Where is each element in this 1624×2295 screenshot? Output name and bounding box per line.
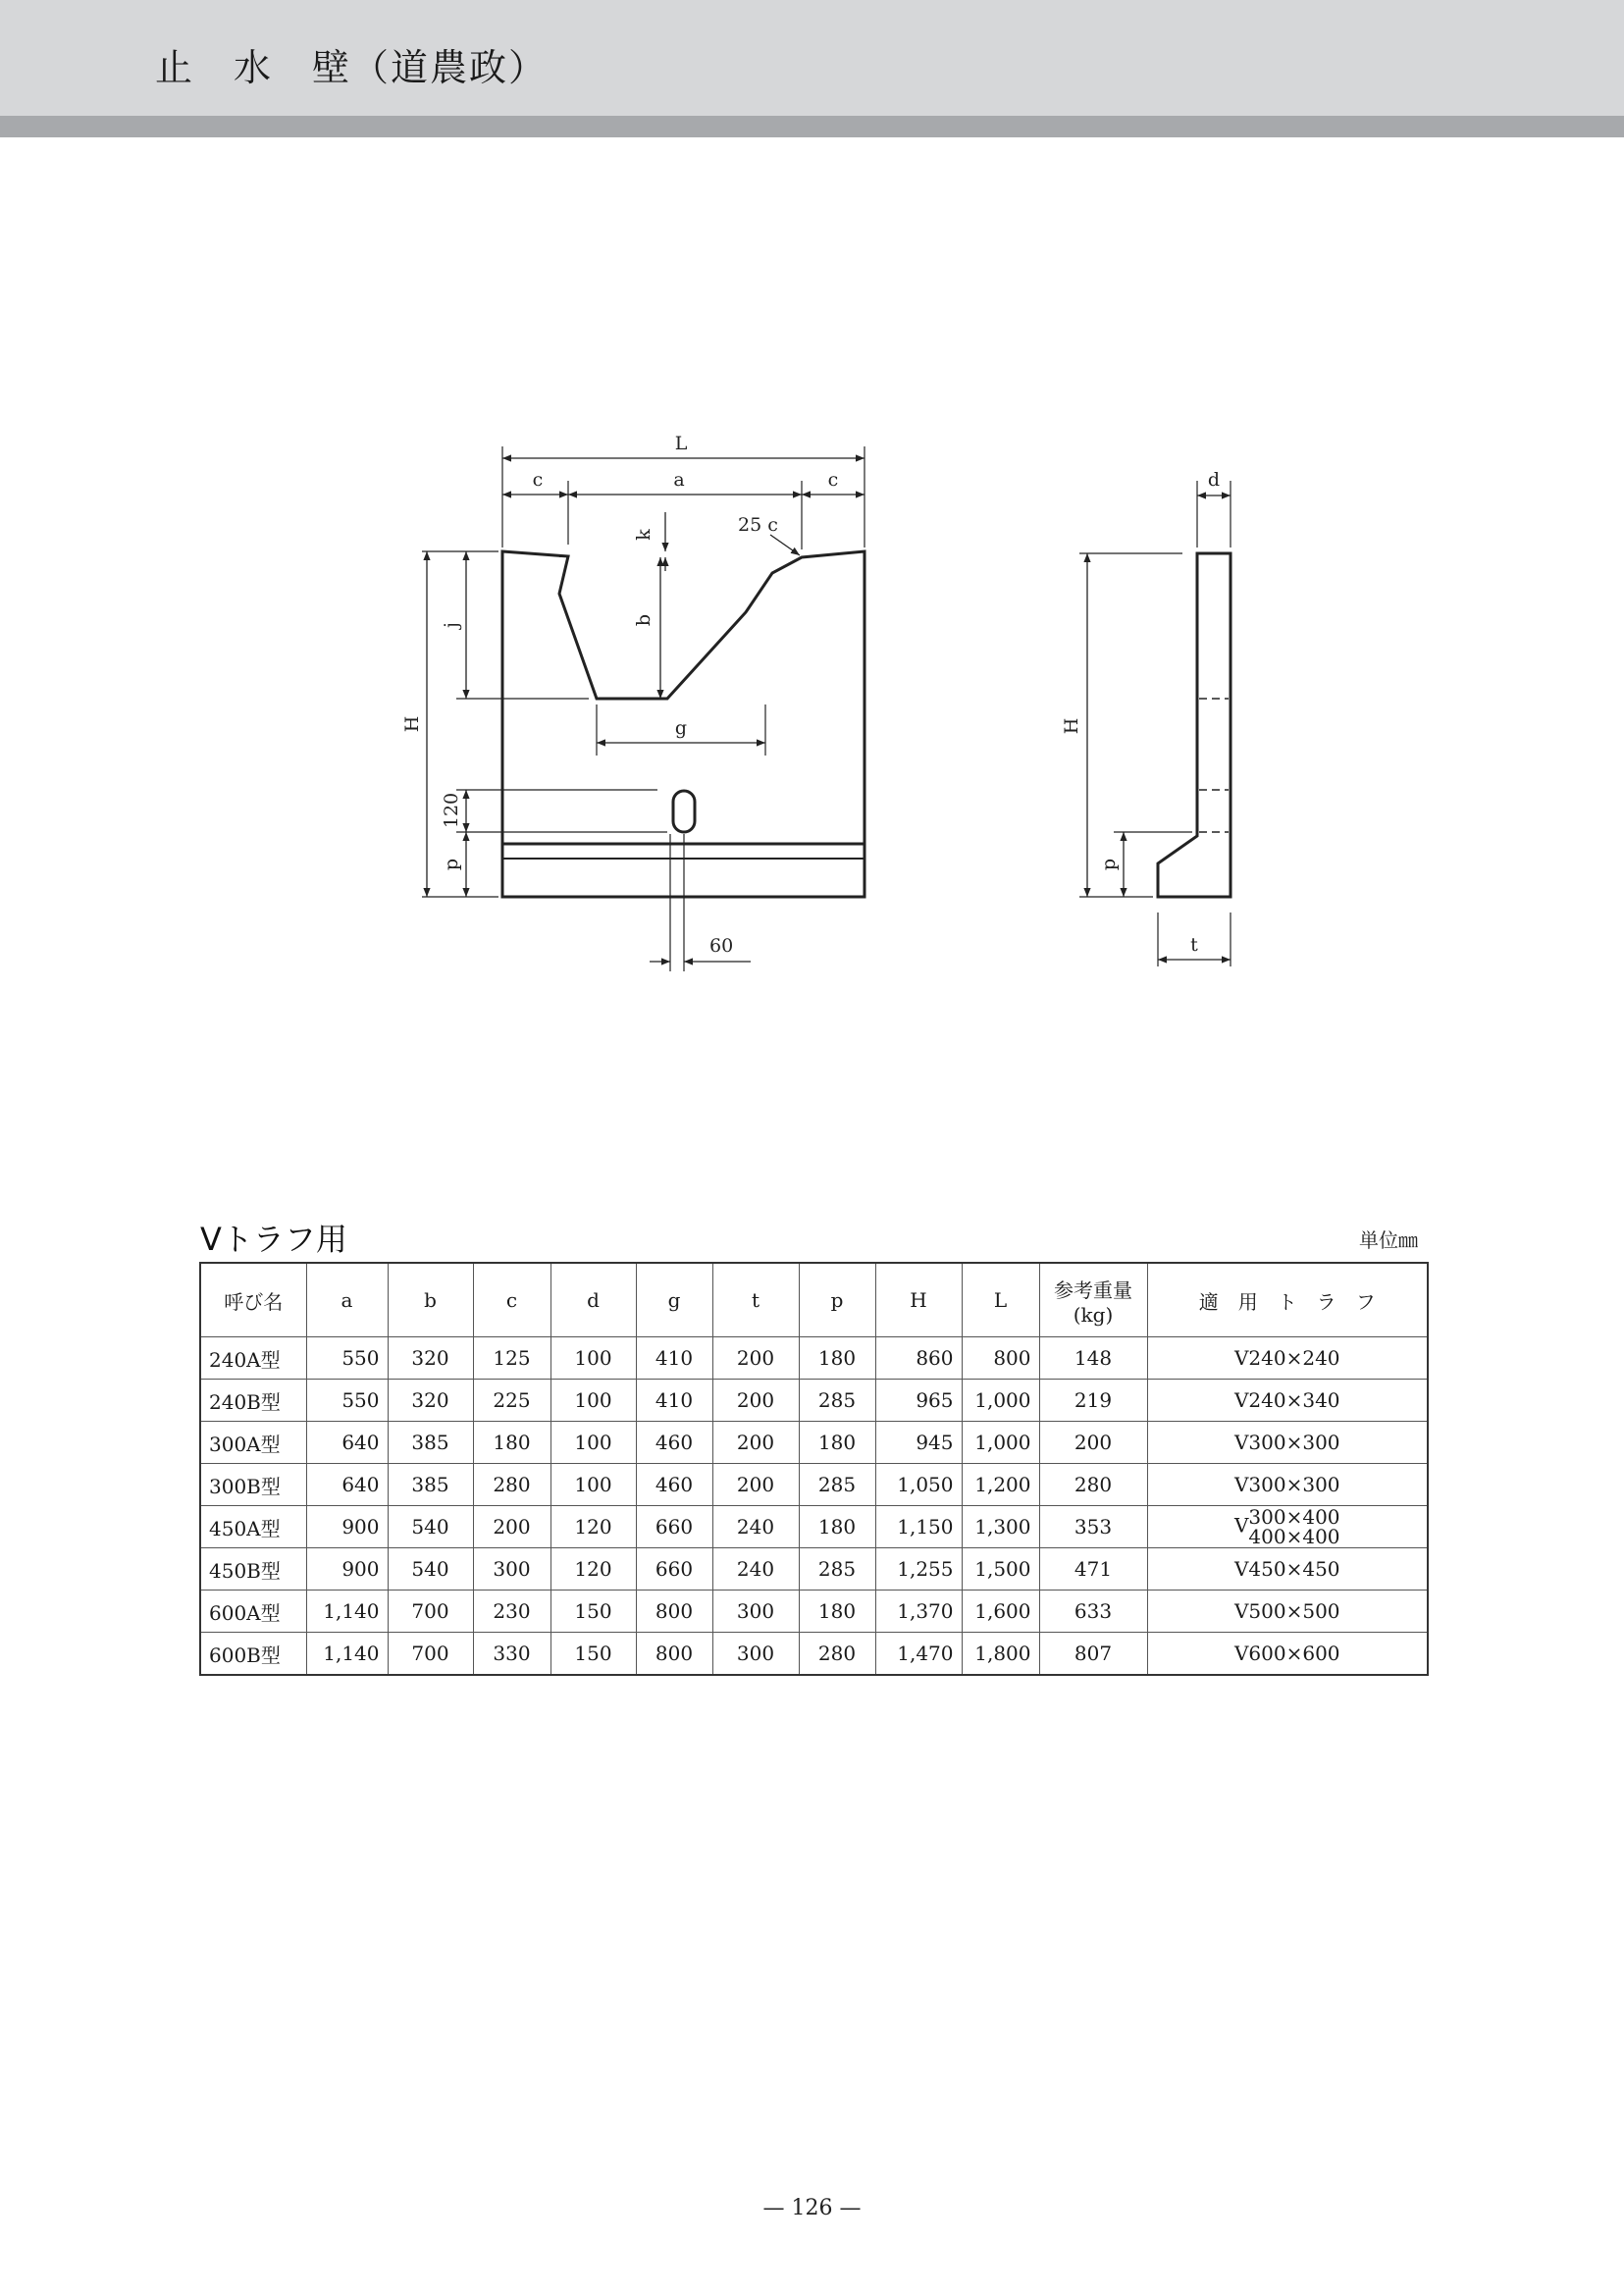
cell-trough: V240×340 bbox=[1147, 1380, 1428, 1422]
cell-a: 640 bbox=[306, 1464, 388, 1506]
cell-b: 700 bbox=[388, 1633, 473, 1676]
cell-d: 120 bbox=[550, 1506, 636, 1548]
cell-t: 200 bbox=[712, 1337, 799, 1380]
col-trough: 適 用 ト ラ フ bbox=[1147, 1263, 1428, 1337]
cell-d: 150 bbox=[550, 1633, 636, 1676]
cell-g: 460 bbox=[636, 1422, 712, 1464]
label-a: a bbox=[673, 469, 685, 491]
cell-d: 150 bbox=[550, 1591, 636, 1633]
cell-a: 550 bbox=[306, 1380, 388, 1422]
cell-L: 1,600 bbox=[962, 1591, 1039, 1633]
label-side-p: p bbox=[1098, 858, 1120, 871]
cell-c: 280 bbox=[473, 1464, 550, 1506]
cell-a: 1,140 bbox=[306, 1633, 388, 1676]
cell-H: 945 bbox=[875, 1422, 962, 1464]
cell-p: 180 bbox=[799, 1506, 875, 1548]
col-L: L bbox=[962, 1263, 1039, 1337]
label-g: g bbox=[674, 717, 688, 739]
cell-L: 1,000 bbox=[962, 1422, 1039, 1464]
cell-b: 320 bbox=[388, 1337, 473, 1380]
cell-L: 1,800 bbox=[962, 1633, 1039, 1676]
cell-weight: 807 bbox=[1039, 1633, 1147, 1676]
cell-c: 225 bbox=[473, 1380, 550, 1422]
trough-option-2: 400×400 bbox=[1248, 1525, 1340, 1548]
table-row bbox=[200, 1506, 1428, 1548]
label-side-H: H bbox=[1061, 717, 1082, 735]
cell-a: 900 bbox=[306, 1548, 388, 1591]
table-header-row bbox=[200, 1263, 1428, 1337]
cell-b: 385 bbox=[388, 1464, 473, 1506]
cell-trough: V600×600 bbox=[1147, 1633, 1428, 1676]
cell-weight: 200 bbox=[1039, 1422, 1147, 1464]
cell-a: 640 bbox=[306, 1422, 388, 1464]
col-a: a bbox=[306, 1263, 388, 1337]
cell-name: 450A型 bbox=[200, 1506, 306, 1548]
cell-H: 1,370 bbox=[875, 1591, 962, 1633]
cell-p: 280 bbox=[799, 1633, 875, 1676]
cell-name: 600A型 bbox=[200, 1591, 306, 1633]
cell-weight: 353 bbox=[1039, 1506, 1147, 1548]
col-weight-line2: (kg) bbox=[1073, 1302, 1114, 1327]
cell-t: 200 bbox=[712, 1422, 799, 1464]
section-title: Vトラフ用 bbox=[200, 1221, 347, 1258]
cell-c: 330 bbox=[473, 1633, 550, 1676]
table-row bbox=[200, 1548, 1428, 1591]
cell-H: 860 bbox=[875, 1337, 962, 1380]
label-b: b bbox=[633, 613, 655, 627]
cell-c: 200 bbox=[473, 1506, 550, 1548]
label-L: L bbox=[674, 433, 688, 454]
cell-name: 300A型 bbox=[200, 1422, 306, 1464]
label-60: 60 bbox=[709, 935, 734, 957]
technical-drawing bbox=[0, 0, 1624, 1079]
cell-H: 1,050 bbox=[875, 1464, 962, 1506]
col-d: d bbox=[550, 1263, 636, 1337]
cell-H: 1,470 bbox=[875, 1633, 962, 1676]
cell-a: 900 bbox=[306, 1506, 388, 1548]
side-view-outline bbox=[1158, 553, 1231, 897]
cell-p: 285 bbox=[799, 1464, 875, 1506]
table-row bbox=[200, 1422, 1428, 1464]
label-j: j bbox=[441, 622, 462, 628]
cell-weight: 148 bbox=[1039, 1337, 1147, 1380]
cell-trough: V300×300 bbox=[1147, 1464, 1428, 1506]
cell-g: 800 bbox=[636, 1633, 712, 1676]
cell-L: 1,000 bbox=[962, 1380, 1039, 1422]
cell-L: 1,500 bbox=[962, 1548, 1039, 1591]
label-c-left: c bbox=[532, 469, 544, 491]
cell-trough: V450×450 bbox=[1147, 1548, 1428, 1591]
drain-hole bbox=[673, 791, 695, 832]
table-row bbox=[200, 1337, 1428, 1380]
table-row bbox=[200, 1464, 1428, 1506]
cell-p: 180 bbox=[799, 1422, 875, 1464]
cell-L: 1,300 bbox=[962, 1506, 1039, 1548]
cell-H: 1,255 bbox=[875, 1548, 962, 1591]
cell-L: 1,200 bbox=[962, 1464, 1039, 1506]
cell-weight: 633 bbox=[1039, 1591, 1147, 1633]
table-row bbox=[200, 1633, 1428, 1676]
label-side-d: d bbox=[1207, 469, 1221, 491]
cell-d: 100 bbox=[550, 1464, 636, 1506]
cell-g: 800 bbox=[636, 1591, 712, 1633]
cell-d: 120 bbox=[550, 1548, 636, 1591]
trough-option-1: 300×400 bbox=[1248, 1505, 1340, 1529]
page-number: — 126 — bbox=[762, 2196, 862, 2220]
cell-trough: V300×300 bbox=[1147, 1422, 1428, 1464]
cell-trough: V240×240 bbox=[1147, 1337, 1428, 1380]
table-row bbox=[200, 1591, 1428, 1633]
cell-b: 700 bbox=[388, 1591, 473, 1633]
col-p: p bbox=[799, 1263, 875, 1337]
cell-name: 450B型 bbox=[200, 1548, 306, 1591]
cell-b: 540 bbox=[388, 1548, 473, 1591]
cell-p: 180 bbox=[799, 1337, 875, 1380]
cell-t: 300 bbox=[712, 1591, 799, 1633]
col-H: H bbox=[875, 1263, 962, 1337]
label-p: p bbox=[441, 858, 462, 871]
cell-t: 200 bbox=[712, 1464, 799, 1506]
cell-weight: 219 bbox=[1039, 1380, 1147, 1422]
cell-c: 180 bbox=[473, 1422, 550, 1464]
col-name: 呼び名 bbox=[200, 1263, 306, 1337]
cell-a: 550 bbox=[306, 1337, 388, 1380]
cell-g: 660 bbox=[636, 1506, 712, 1548]
label-120: 120 bbox=[441, 792, 462, 829]
cell-g: 460 bbox=[636, 1464, 712, 1506]
cell-t: 200 bbox=[712, 1380, 799, 1422]
cell-c: 230 bbox=[473, 1591, 550, 1633]
cell-name: 600B型 bbox=[200, 1633, 306, 1676]
cell-b: 540 bbox=[388, 1506, 473, 1548]
trough-prefix: V bbox=[1233, 1513, 1249, 1538]
cell-weight: 471 bbox=[1039, 1548, 1147, 1591]
cell-t: 300 bbox=[712, 1633, 799, 1676]
cell-t: 240 bbox=[712, 1548, 799, 1591]
label-side-t: t bbox=[1190, 934, 1198, 956]
cell-H: 1,150 bbox=[875, 1506, 962, 1548]
table-row bbox=[200, 1380, 1428, 1422]
cell-L: 800 bbox=[962, 1337, 1039, 1380]
label-H: H bbox=[401, 715, 423, 733]
col-weight bbox=[1039, 1263, 1147, 1337]
cell-c: 300 bbox=[473, 1548, 550, 1591]
cell-t: 240 bbox=[712, 1506, 799, 1548]
cell-g: 410 bbox=[636, 1380, 712, 1422]
cell-trough: V500×500 bbox=[1147, 1591, 1428, 1633]
cell-g: 660 bbox=[636, 1548, 712, 1591]
page-title: 止 水 壁（道農政） bbox=[155, 46, 549, 89]
cell-c: 125 bbox=[473, 1337, 550, 1380]
col-b: b bbox=[388, 1263, 473, 1337]
cell-d: 100 bbox=[550, 1380, 636, 1422]
cell-p: 180 bbox=[799, 1591, 875, 1633]
cell-b: 320 bbox=[388, 1380, 473, 1422]
unit-label: 単位㎜ bbox=[1359, 1228, 1418, 1252]
cell-g: 410 bbox=[636, 1337, 712, 1380]
label-chamfer: 25 c bbox=[738, 514, 778, 536]
trough-stack bbox=[1248, 1507, 1339, 1546]
col-c: c bbox=[473, 1263, 550, 1337]
cell-name: 240A型 bbox=[200, 1337, 306, 1380]
cell-name: 300B型 bbox=[200, 1464, 306, 1506]
cell-H: 965 bbox=[875, 1380, 962, 1422]
col-t: t bbox=[712, 1263, 799, 1337]
cell-d: 100 bbox=[550, 1422, 636, 1464]
label-k: k bbox=[633, 529, 655, 541]
cell-name: 240B型 bbox=[200, 1380, 306, 1422]
cell-d: 100 bbox=[550, 1337, 636, 1380]
col-g: g bbox=[636, 1263, 712, 1337]
cell-p: 285 bbox=[799, 1548, 875, 1591]
cell-weight: 280 bbox=[1039, 1464, 1147, 1506]
cell-b: 385 bbox=[388, 1422, 473, 1464]
cell-a: 1,140 bbox=[306, 1591, 388, 1633]
col-weight-line1: 参考重量 bbox=[1054, 1278, 1132, 1302]
cell-trough bbox=[1147, 1506, 1428, 1548]
cell-p: 285 bbox=[799, 1380, 875, 1422]
spec-table bbox=[199, 1262, 1429, 1676]
label-c-right: c bbox=[827, 469, 839, 491]
